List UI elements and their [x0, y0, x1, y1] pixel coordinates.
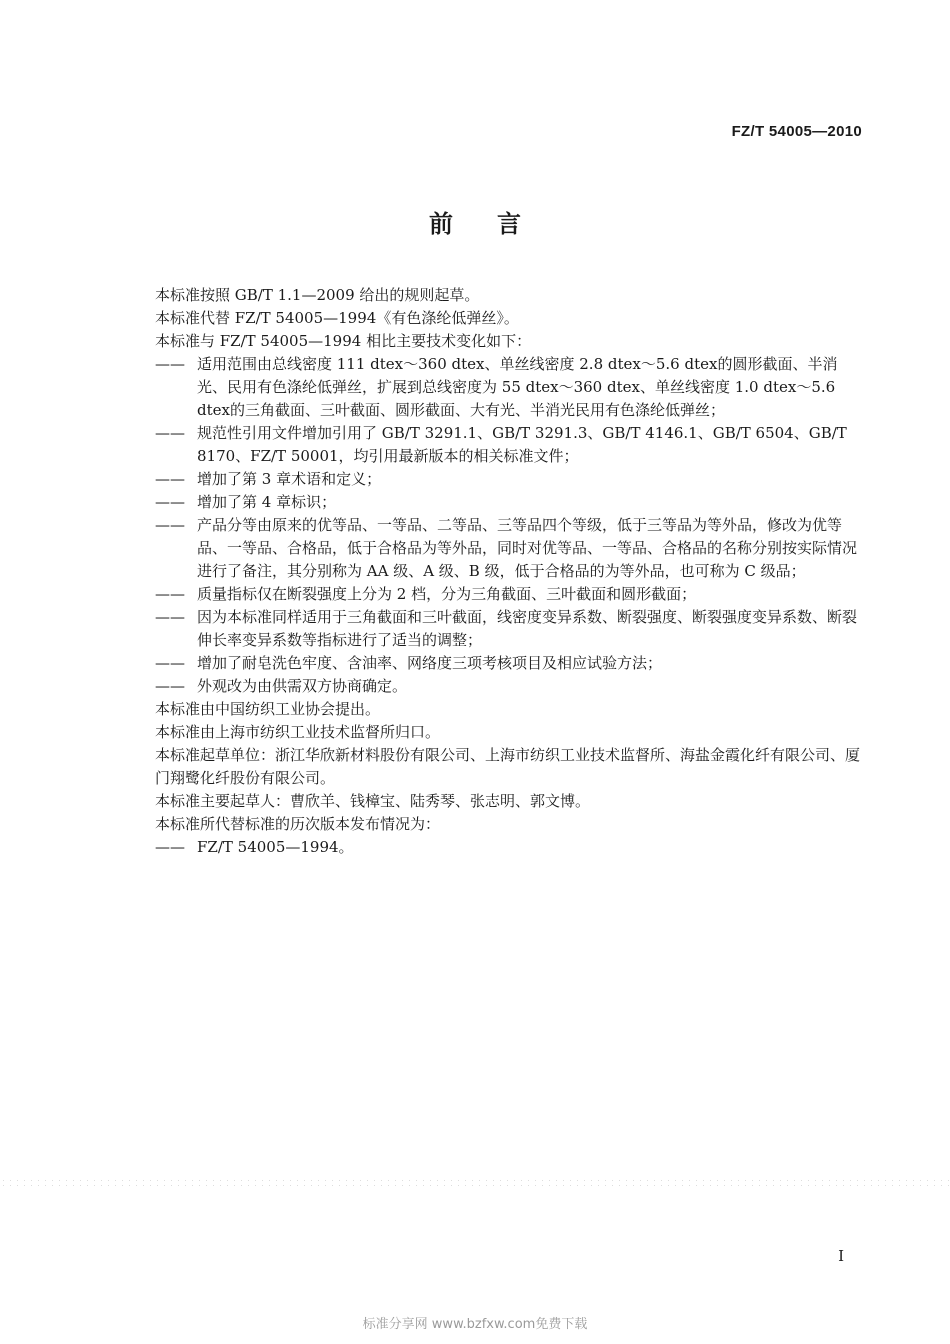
change-item [155, 652, 865, 675]
change-text: 质量指标仅在断裂强度上分为 2 档，分为三角截面、三叶截面和圆形截面； [197, 585, 697, 603]
closing-line: 本标准由上海市纺织工业技术监督所归口。 [155, 723, 441, 741]
change-item [155, 514, 865, 583]
closing-line: 本标准所代替标准的历次版本发布情况为： [155, 815, 441, 833]
dash-marker: —— [155, 585, 185, 603]
closing-line: 本标准主要起草人：曹欣羊、钱樟宝、陆秀琴、张志明、郭文博。 [155, 792, 591, 810]
dash-marker: —— [155, 677, 185, 695]
change-text: 产品分等由原来的优等品、一等品、二等品、三等品四个等级，低于三等品为等外品，修改为优等品、一等品、合格品，低于合格品为等外品，同时对优等品、一等品、合格品的名称分别按实际情况进行了备注，其分别称为 AA 级、A 级、B 级，低于合格品的为等外品，也可称为 C 级品； [197, 516, 858, 580]
dash-marker: —— [155, 470, 185, 488]
dash-marker: —— [155, 838, 185, 856]
change-text: 增加了第 4 章标识； [197, 493, 337, 511]
dash-marker: —— [155, 355, 185, 373]
dash-marker: —— [155, 608, 185, 626]
dash-marker: —— [155, 493, 185, 511]
change-text: 规范性引用文件增加引用了 GB/T 3291.1、GB/T 3291.3、GB/T 4146.1、GB/T 6504、GB/T 8170、FZ/T 50001，均引用最新版本的相关标准文件； [197, 424, 847, 465]
watermark-footer: 标准分享网 www.bzfxw.com免费下载 [362, 1317, 588, 1332]
history-text: FZ/T 54005—1994。 [197, 838, 354, 856]
standard-code: FZ/T 54005—2010 [731, 123, 862, 140]
change-item [155, 606, 865, 652]
change-text: 增加了耐皂洗色牢度、含油率、网络度三项考核项目及相应试验方法； [197, 654, 663, 672]
change-text: 增加了第 3 章术语和定义； [197, 470, 382, 488]
change-text: 因为本标准同样适用于三角截面和三叶截面，线密度变异系数、断裂强度、断裂强度变异系数、断裂伸长率变异系数等指标进行了适当的调整； [197, 608, 858, 649]
page-number: I [838, 1247, 844, 1265]
change-item [155, 583, 865, 606]
page-title: 前言 [429, 210, 565, 238]
intro-line: 本标准按照 GB/T 1.1—2009 给出的规则起草。 [155, 286, 480, 304]
change-item [155, 353, 865, 422]
closing-line: 本标准由中国纺织工业协会提出。 [155, 700, 381, 718]
history-item [155, 836, 865, 859]
change-item [155, 491, 865, 514]
dash-marker: —— [155, 654, 185, 672]
change-text: 适用范围由总线密度 111 dtex～360 dtex、单丝线密度 2.8 dtex～5.6 dtex的圆形截面、半消光、民用有色涤纶低弹丝，扩展到总线密度为 55 dtex～360 dtex、单丝线密度 1.0 dtex～5.6 dtex的三角截面、三叶截面、圆形截面、大有光、半消光民用有色涤纶低弹丝； [197, 355, 838, 419]
change-item [155, 675, 865, 698]
dash-marker: —— [155, 424, 185, 442]
foreword-body [155, 284, 865, 859]
closing-line: 本标准起草单位：浙江华欣新材料股份有限公司、上海市纺织工业技术监督所、海盐金霞化纤有限公司、厦门翔鹭化纤股份有限公司。 [155, 746, 861, 787]
change-item [155, 468, 865, 491]
intro-line: 本标准代替 FZ/T 54005—1994《有色涤纶低弹丝》。 [155, 309, 519, 327]
scan-noise [0, 1178, 950, 1190]
change-item [155, 422, 865, 468]
change-text: 外观改为由供需双方协商确定。 [197, 677, 408, 695]
dash-marker: —— [155, 516, 185, 534]
intro-line: 本标准与 FZ/T 54005—1994 相比主要技术变化如下： [155, 332, 532, 350]
